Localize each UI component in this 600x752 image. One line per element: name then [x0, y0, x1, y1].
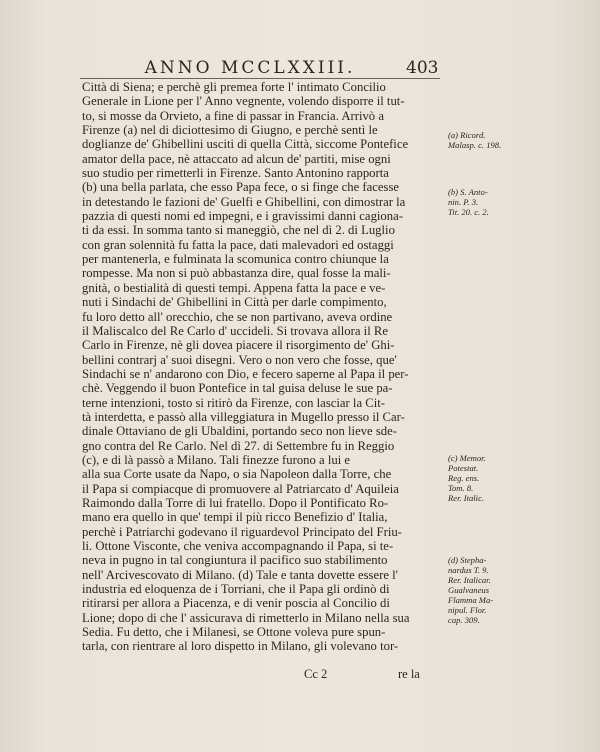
- text-line: ritirarsi per allora a Piacenza, e di venir poscia al Concilio di: [82, 596, 390, 611]
- main-text-block: [82, 80, 446, 654]
- note-line: cap. 309.: [448, 615, 480, 625]
- text-line: gno contra del Re Carlo. Nel dì 27. di Settembre fu in Reggio: [82, 438, 395, 453]
- header-rule: [80, 78, 440, 79]
- text-line: pazzia di questi nomi ed impegni, e i gravissimi danni cagiona-: [82, 209, 403, 224]
- text-line: tà interdetta, e passò alla villeggiatura in Mugello presso il Car-: [82, 409, 405, 424]
- note-line: nardus T. 9.: [448, 565, 489, 575]
- text-line: to, si mosse da Orvieto, a fine di passar in Francia. Arrivò a: [82, 108, 384, 123]
- text-line: industria ed eloquenza de i Torriani, che il Papa gli ordinò di: [82, 582, 390, 597]
- text-line: ti da essi. In somma tanto si maneggiò, che nel dì 2. di Luglio: [82, 223, 395, 238]
- text-line: Lione; dopo di che l' assicurava di rimetterlo in Milano nella sua: [82, 610, 410, 625]
- text-line: neva in pugno in tal congiuntura il pacifico suo stabilimento: [82, 553, 388, 568]
- text-line: suo studio per rimetterli in Firenze. Santo Antonino rapporta: [82, 166, 389, 181]
- text-line: in detestando le fazioni de' Guelfi e Ghibellini, con dimostrar la: [82, 194, 406, 209]
- text-line: Carlo in Firenze, nè gli dovea piacere il risorgimento de' Ghi-: [82, 338, 395, 353]
- text-line: gnità, o bestialità di questi tempi. Appena fatta la pace e ve-: [82, 280, 386, 295]
- text-line: (b) una bella parlata, che esso Papa fece, o si finge che facesse: [82, 180, 400, 195]
- text-line: terne intenzioni, tosto si ritirò da Firenze, con lasciar la Cit-: [82, 395, 386, 410]
- note-line: Gualvaneus: [448, 585, 490, 595]
- marginal-note-d: [448, 555, 558, 625]
- note-line: Rer. Italicar.: [448, 575, 491, 585]
- text-line: bellini contrarj a' suoi disegni. Vero o non vero che fosse, que': [82, 352, 397, 367]
- text-line: doglianze de' Ghibellini usciti di quella Città, siccome Pontefice: [82, 137, 409, 152]
- note-line: Malasp. c. 198.: [448, 140, 502, 150]
- text-line: tarla, con rientrare al loro dispetto in Milano, gli volevano tor-: [82, 639, 399, 654]
- note-line: (b) S. Anto-: [448, 187, 488, 197]
- marginal-note-b: [448, 187, 558, 217]
- catchword: re la: [398, 667, 420, 681]
- note-line: nin. P. 3.: [448, 197, 479, 207]
- note-line: Tom. 8.: [448, 483, 474, 493]
- note-line: Flamma Ma-: [448, 595, 494, 605]
- text-line: per mantenerla, e fulminata la scomunica contro chiunque la: [82, 252, 389, 267]
- text-line: Sindachi se n' andarono con Dio, e fecero saperne al Papa il per-: [82, 366, 409, 381]
- text-line: Raimondo dalla Torre di lui fratello. Dopo il Pontificato Ro-: [82, 495, 389, 510]
- text-line: perchè i Patriarchi godevano il riguardevol Principato del Friu-: [82, 524, 402, 539]
- page-number: 403: [406, 58, 439, 78]
- text-line: il Papa si compiacque di promuovere al Patriarcato d' Aquileia: [82, 481, 399, 496]
- note-line: (c) Memor.: [448, 453, 486, 463]
- text-line: alla sua Corte usate da Napo, o sia Napoleon dalla Torre, che: [82, 467, 392, 482]
- text-line: Città di Siena; e perchè gli premea forte l' intimato Concilio: [82, 80, 386, 94]
- text-line: Generale in Lione per l' Anno vegnente, volendo disporre il tut-: [82, 94, 405, 109]
- note-line: Tit. 20. c. 2.: [448, 207, 489, 217]
- text-line: nell' Arcivescovato di Milano. (d) Tale e tanta dovette essere l': [82, 567, 398, 582]
- note-line: Potestat.: [448, 463, 479, 473]
- note-line: (d) Stepha-: [448, 555, 487, 565]
- marginal-note-a: [448, 130, 558, 150]
- text-line: nuti i Sindachi de' Ghibellini in Città per darle compimento,: [82, 295, 387, 310]
- text-line: rompesse. Ma non si può abbastanza dire, qual fosse la mali-: [82, 266, 391, 281]
- note-line: (a) Ricord.: [448, 130, 486, 140]
- text-line: fu loro detto all' orecchio, che se non partivano, aveva ordine: [82, 309, 393, 324]
- marginal-note-c: [448, 453, 558, 503]
- text-line: Firenze (a) nel di diciottesimo di Giugno, e perchè sentì le: [82, 123, 378, 138]
- text-line: li. Ottone Visconte, che veniva accompagnando il Papa, si te-: [82, 539, 394, 553]
- note-line: nipul. Flor.: [448, 605, 487, 615]
- running-head: ANNO MCCLXXIII.: [144, 58, 356, 78]
- text-line: il Maliscalco del Re Carlo d' uccideli. Si trovava allora il Re: [82, 323, 388, 338]
- text-line: chè. Veggendo il buon Pontefice in tal guisa deluse le sue pa-: [82, 381, 393, 396]
- text-line: con gran solennità fu fatta la pace, dati malevadori ed ostaggi: [82, 237, 394, 252]
- text-line: dinale Ottaviano de gli Ubaldini, portando seco non lieve sde-: [82, 424, 397, 439]
- signature-mark: Cc 2: [304, 667, 328, 681]
- text-line: mano era quello in que' tempi il più ricco Benefizio d' Italia,: [82, 510, 388, 525]
- text-line: amator della pace, nè attaccato ad alcun de' partiti, mise ogni: [82, 151, 391, 166]
- note-line: Rer. Italic.: [448, 493, 485, 503]
- note-line: Reg. ens.: [448, 473, 480, 483]
- text-line: Sedia. Fu detto, che i Milanesi, se Ottone voleva pure spun-: [82, 625, 386, 640]
- text-line: (c), e di là passò a Milano. Tali finezze furono a lui e: [82, 452, 351, 467]
